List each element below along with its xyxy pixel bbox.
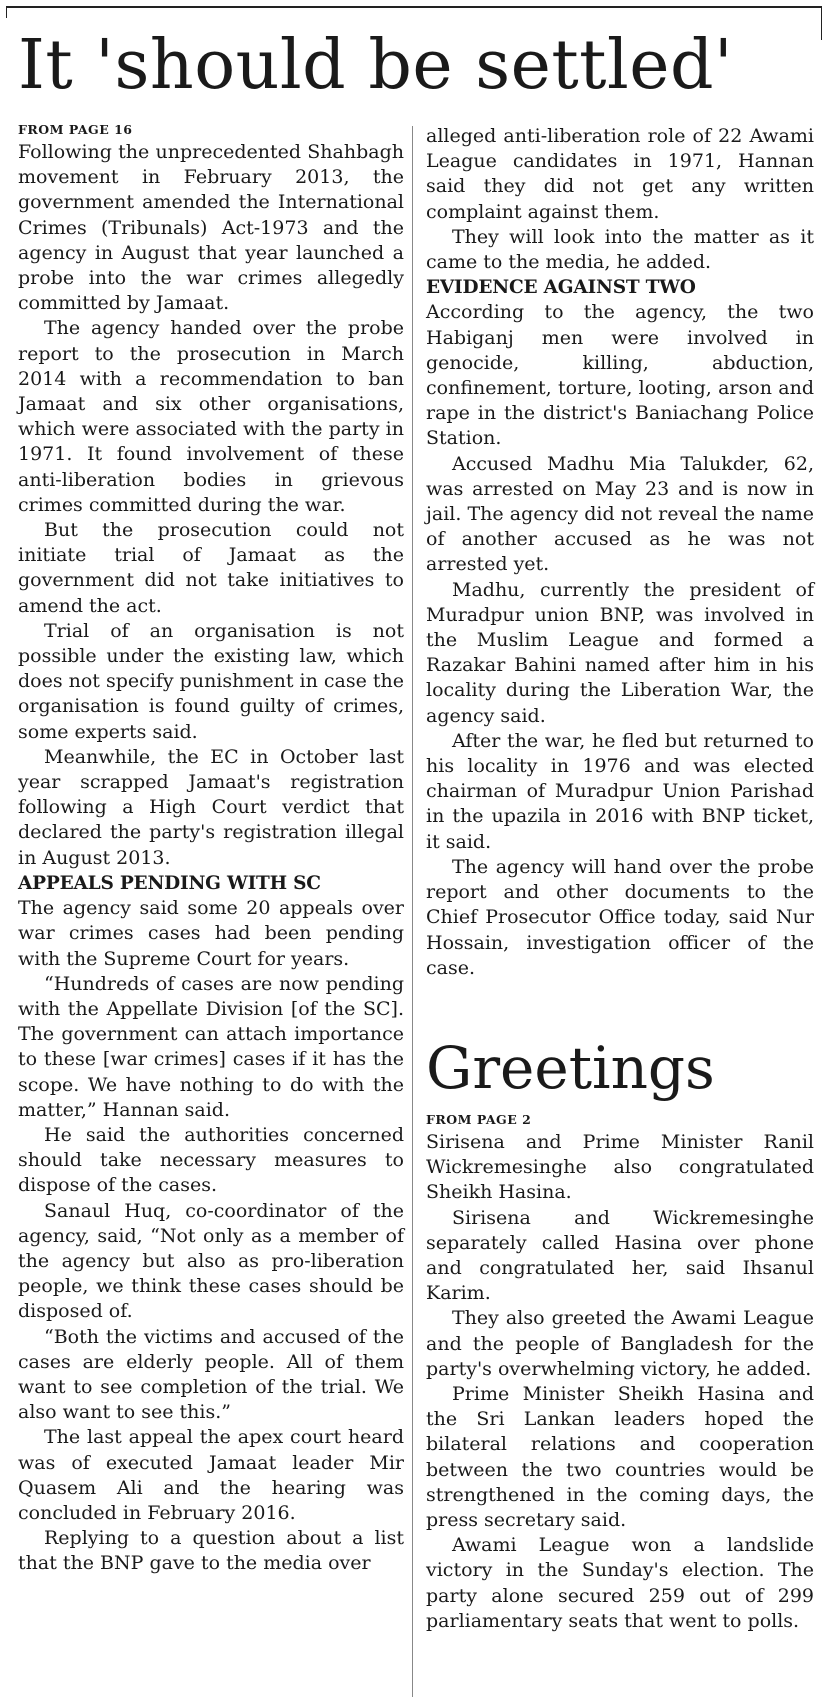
paragraph: Sanaul Huq, co-coordinator of the agency, said, “Not only as a member of the agency but also as pro-liberation people, we think these cases should be disposed of. bbox=[18, 1199, 404, 1323]
paragraph: After the war, he fled but returned to his locality in 1976 and was elected chairman of Muradpur Union Parishad in the upazila in 2016 with BNP ticket, it said. bbox=[426, 729, 814, 853]
paragraph: Meanwhile, the EC in October last year scrapped Jamaat's registration following a High Court verdict that declared the party's registration illegal in August 2013. bbox=[18, 745, 404, 869]
paragraph: They will look into the matter as it came to the media, he added. bbox=[426, 225, 814, 274]
paragraph: Awami League won a landslide victory in the Sunday's election. The party alone secured 259 out of 299 parliamentary seats that went to polls. bbox=[426, 1534, 814, 1632]
article2-kicker: FROM PAGE 2 bbox=[426, 1112, 532, 1127]
article2-headline: Greetings bbox=[426, 1034, 715, 1102]
paragraph: alleged anti-liberation role of 22 Awami League candidates in 1971, Hannan said they did not get any written complaint against them. bbox=[426, 125, 814, 223]
subheading-appeals: APPEALS PENDING WITH SC bbox=[18, 872, 321, 894]
paragraph: Following the unprecedented Shahbagh movement in February 2013, the government amended the International Crimes (Tribunals) Act-1973 and the agency in August that year launched a probe into the war crimes allegedly committed by Jamaat. bbox=[18, 141, 404, 315]
paragraph: Trial of an organisation is not possible under the existing law, which does not specify punishment in case the organisation is found guilty of crimes, some experts said. bbox=[18, 619, 405, 743]
article1-kicker: FROM PAGE 16 bbox=[18, 122, 133, 137]
paragraph: Sirisena and Wickremesinghe separately called Hasina over phone and congratulated her, said Ihsanul Karim. bbox=[426, 1206, 814, 1305]
subheading-evidence: EVIDENCE AGAINST TWO bbox=[426, 277, 696, 299]
paragraph: Prime Minister Sheikh Hasina and the Sri Lankan leaders hoped the bilateral relations and cooperation between the two countries would be strengthened in the coming days, the press secretary said. bbox=[426, 1383, 814, 1532]
paragraph: The agency handed over the probe report to the prosecution in March 2014 with a recommendation to ban Jamaat and six other organisations, which were associated with the party in 1971. It found involvement of these anti-liberation bodies in grievous crimes committed during the war. bbox=[18, 317, 404, 516]
article2-column bbox=[426, 1110, 814, 1634]
paragraph: The last appeal the apex court heard was of executed Jamaat leader Mir Quasem Ali and the hearing was concluded in February 2016. bbox=[18, 1426, 404, 1524]
article1-headline: It 'should be settled' bbox=[18, 26, 734, 105]
column-divider bbox=[412, 126, 413, 1697]
paragraph: The agency said some 20 appeals over war crimes cases had been pending with the Supreme Court for years. bbox=[18, 897, 404, 970]
paragraph: They also greeted the Awami League and the people of Bangladesh for the party's overwhelming victory, he added. bbox=[426, 1307, 814, 1380]
paragraph: According to the agency, the two Habiganj men were involved in genocide, killing, abduction, confinement, torture, looting, arson and rape in the district's Baniachang Police Station. bbox=[426, 301, 814, 450]
left-corner-rule bbox=[6, 6, 7, 18]
paragraph: “Both the victims and accused of the cases are elderly people. All of them want to see completion of the trial. We also want to see this.” bbox=[18, 1325, 404, 1424]
top-rule bbox=[6, 6, 822, 8]
right-corner-rule bbox=[821, 6, 822, 40]
paragraph: Accused Madhu Mia Talukder, 62, was arrested on May 23 and is now in jail. The agency did not reveal the name of another accused as he was not arrested yet. bbox=[426, 452, 814, 576]
paragraph: The agency will hand over the probe report and other documents to the Chief Prosecutor Office today, said Nur Hossain, investigation officer of the case. bbox=[426, 855, 814, 979]
paragraph: Sirisena and Prime Minister Ranil Wickremesinghe also congratulated Sheikh Hasina. bbox=[426, 1131, 814, 1204]
article1-right-column bbox=[426, 124, 814, 981]
article1-left-column bbox=[18, 120, 404, 1577]
paragraph: But the prosecution could not initiate trial of Jamaat as the government did not take initiatives to amend the act. bbox=[18, 519, 404, 617]
paragraph: Madhu, currently the president of Muradpur union BNP, was involved in the Muslim League and formed a Razakar Bahini named after him in his locality during the Liberation War, the agency said. bbox=[426, 578, 814, 727]
paragraph: Replying to a question about a list that the BNP gave to the media over bbox=[18, 1527, 404, 1575]
paragraph: He said the authorities concerned should take necessary measures to dispose of the cases. bbox=[18, 1123, 404, 1197]
paragraph: “Hundreds of cases are now pending with the Appellate Division [of the SC]. The government can attach importance to these [war crimes] cases if it has the scope. We have nothing to do with the matter,” Hannan said. bbox=[18, 972, 404, 1121]
